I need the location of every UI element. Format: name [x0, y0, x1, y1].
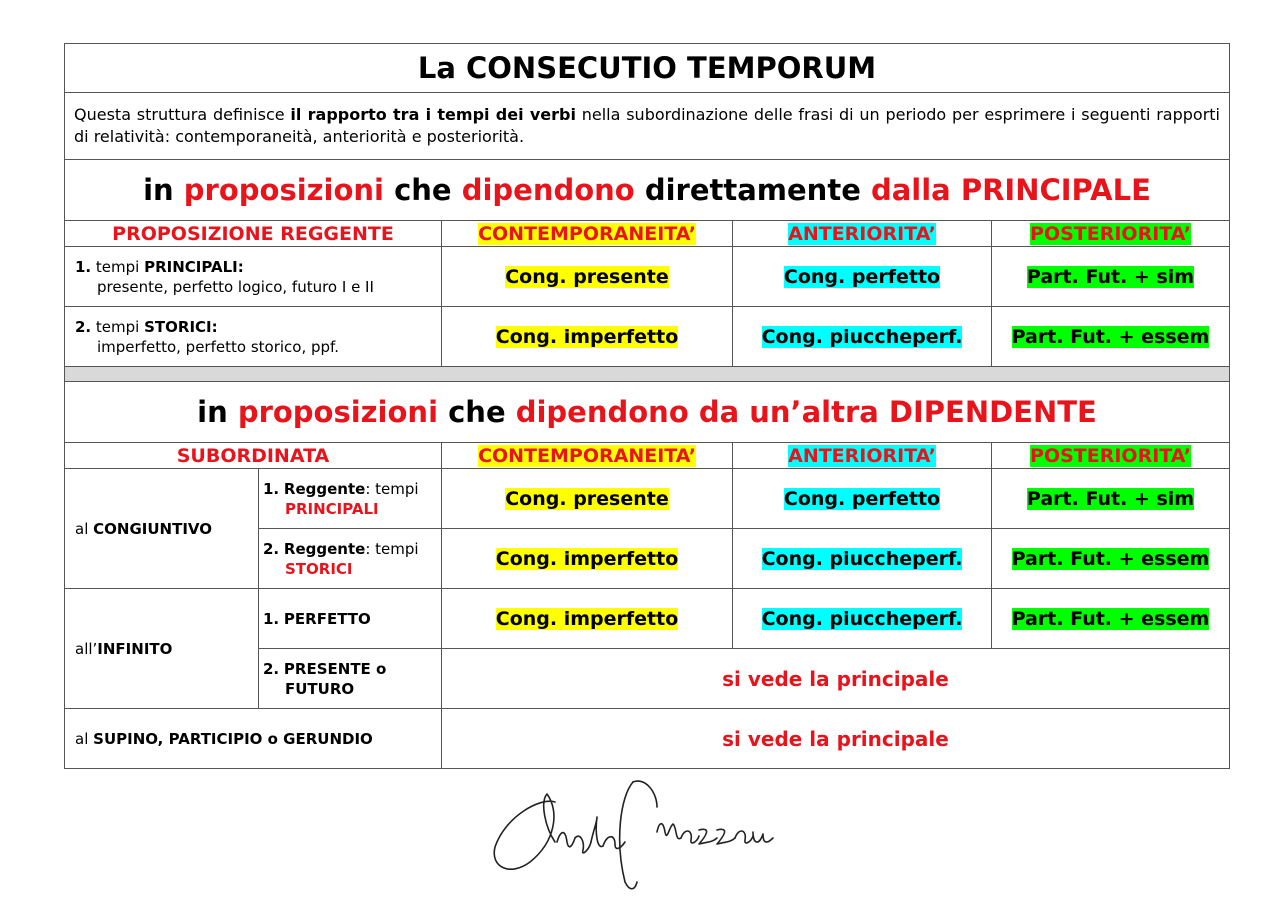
value-cell: Cong. piuccheperf. [733, 307, 992, 367]
sub-row-label: 1. Reggente: tempi PRINCIPALI [259, 469, 442, 529]
section1-header-row [65, 221, 1230, 247]
header-anteriorita: ANTERIORITA’ [733, 443, 992, 469]
intro-bold: il rapporto tra i tempi dei verbi [290, 105, 576, 124]
value-cell: Cong. presente [442, 469, 733, 529]
row-label: 2. tempi STORICI: imperfetto, perfetto storico, ppf. [65, 307, 442, 367]
sub-row-label: 1. PERFETTO [259, 589, 442, 649]
header-contemporaneita: CONTEMPORANEITA’ [442, 221, 733, 247]
value-cell: Cong. imperfetto [442, 589, 733, 649]
value-cell: Part. Fut. + essem [992, 529, 1230, 589]
header-subordinata: SUBORDINATA [65, 443, 442, 469]
table-row [65, 589, 1230, 649]
header-reggente: PROPOSIZIONE REGGENTE [65, 221, 442, 247]
sub-row-label: 2. Reggente: tempi STORICI [259, 529, 442, 589]
section2-heading: in proposizioni che dipendono da un’altra DIPENDENTE [65, 382, 1230, 443]
row-label: 1. tempi PRINCIPALI: presente, perfetto logico, futuro I e II [65, 247, 442, 307]
value-cell: Part. Fut. + sim [992, 469, 1230, 529]
table-row [65, 709, 1230, 769]
group-supino: al SUPINO, PARTICIPIO o GERUNDIO [65, 709, 442, 769]
table-row [65, 307, 1230, 367]
section2-header-row [65, 443, 1230, 469]
section1-heading: in proposizioni che dipendono direttamente dalla PRINCIPALE [65, 160, 1230, 221]
group-infinito: all’INFINITO [65, 589, 259, 709]
merged-note: si vede la principale [442, 709, 1230, 769]
header-posteriorita: POSTERIORITA’ [992, 221, 1230, 247]
value-cell: Cong. imperfetto [442, 307, 733, 367]
merged-note: si vede la principale [442, 649, 1230, 709]
header-anteriorita: ANTERIORITA’ [733, 221, 992, 247]
header-posteriorita: POSTERIORITA’ [992, 443, 1230, 469]
table-row [65, 469, 1230, 529]
value-cell: Cong. perfetto [733, 247, 992, 307]
value-cell: Cong. presente [442, 247, 733, 307]
intro-text: Questa struttura definisce il rapporto tra i tempi dei verbi nella subordinazione delle frasi di un periodo per esprimere i seguenti rapporti di relatività: contemporaneità, anteriorità e posteriorità. [65, 93, 1230, 160]
separator-row [65, 367, 1230, 382]
table-row [65, 247, 1230, 307]
sub-row-label: 2. PRESENTE o FUTURO [259, 649, 442, 709]
group-congiuntivo: al CONGIUNTIVO [65, 469, 259, 589]
page-title: La CONSECUTIO TEMPORUM [65, 44, 1230, 93]
consecutio-table [64, 43, 1230, 769]
value-cell: Cong. imperfetto [442, 529, 733, 589]
consecutio-sheet [64, 43, 1229, 769]
value-cell: Part. Fut. + essem [992, 589, 1230, 649]
value-cell: Part. Fut. + sim [992, 247, 1230, 307]
header-contemporaneita: CONTEMPORANEITA’ [442, 443, 733, 469]
value-cell: Cong. piuccheperf. [733, 529, 992, 589]
signature-image [485, 772, 785, 897]
value-cell: Part. Fut. + essem [992, 307, 1230, 367]
value-cell: Cong. piuccheperf. [733, 589, 992, 649]
value-cell: Cong. perfetto [733, 469, 992, 529]
